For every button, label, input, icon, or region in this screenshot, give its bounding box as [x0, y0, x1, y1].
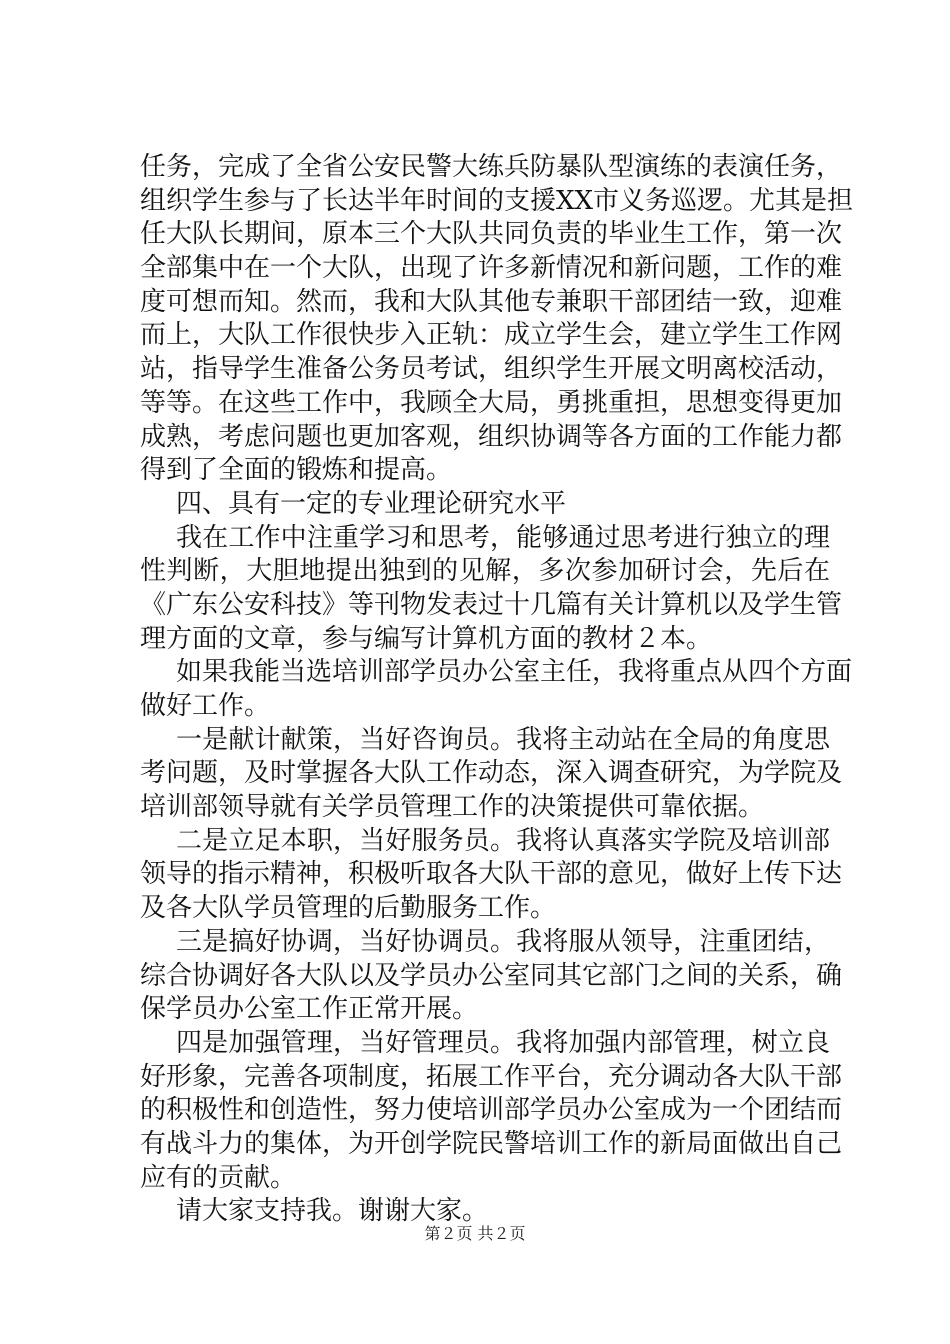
text-line: 应有的贡献。 — [140, 1162, 297, 1193]
text-line: 二是立足本职，当好服务员。我将认真落实学院及培训部 — [176, 825, 830, 856]
text-line: 全部集中在一个大队，出现了许多新情况和新问题，工作的难 — [140, 253, 843, 284]
text-line: 培训部领导就有关学员管理工作的决策提供可靠依据。 — [140, 792, 765, 823]
text-line: 得到了全面的锻炼和提高。 — [140, 455, 453, 486]
text-line: 的积极性和创造性，努力使培训部学员办公室成为一个团结而 — [140, 1095, 843, 1126]
text-line: 性判断，大胆地提出独到的见解，多次参加研讨会，先后在 — [140, 556, 830, 587]
text-line: 及各大队学员管理的后勤服务工作。 — [140, 893, 557, 924]
text-line: 做好工作。 — [140, 691, 271, 721]
text-line: 保学员办公室工作正常开展。 — [140, 994, 479, 1025]
text-line: 组织学生参与了长达半年时间的支援XX市义务巡逻。尤其是担 — [140, 185, 854, 216]
text-line: 任务，完成了全省公安民警大练兵防暴队型演练的表演任务， — [140, 152, 843, 182]
text-line: 综合协调好各大队以及学员办公室同其它部门之间的关系，确 — [140, 960, 843, 991]
text-line: 一是献计献策，当好咨询员。我将主动站在全局的角度思 — [176, 724, 830, 755]
text-line: 度可想而知。然而，我和大队其他专兼职干部团结一致，迎难 — [140, 286, 843, 317]
page-number-footer: 第２页 共２页 — [424, 1224, 526, 1243]
text-line: 考问题，及时掌握各大队工作动态，深入调查研究，为学院及 — [140, 758, 843, 789]
document-body — [140, 151, 854, 1229]
text-line: 领导的指示精神，积极听取各大队干部的意见，做好上传下达 — [140, 859, 843, 890]
text-line: 好形象，完善各项制度，拓展工作平台，充分调动各大队干部 — [140, 1061, 843, 1092]
text-line: 任大队长期间，原本三个大队共同负责的毕业生工作，第一次 — [140, 219, 843, 250]
text-line: 成熟，考虑问题也更加客观，组织协调等各方面的工作能力都 — [140, 421, 843, 452]
closing-line: 请大家支持我。谢谢大家。 — [176, 1196, 489, 1227]
text-line: 而上，大队工作很快步入正轨：成立学生会，建立学生工作网 — [140, 320, 843, 351]
text-line: 站，指导学生准备公务员考试，组织学生开展文明离校活动， — [140, 354, 843, 385]
text-line: 等等。在这些工作中，我顾全大局，勇挑重担，思想变得更加 — [140, 387, 843, 418]
text-line: 有战斗力的集体，为开创学院民警培训工作的新局面做出自己 — [140, 1128, 843, 1159]
text-line: 理方面的文章，参与编写计算机方面的教材２本。 — [140, 623, 713, 654]
text-line: 《广东公安科技》等刊物发表过十几篇有关计算机以及学生管 — [140, 589, 843, 620]
text-line: 四是加强管理，当好管理员。我将加强内部管理，树立良 — [176, 1027, 830, 1058]
section-heading: 四、具有一定的专业理论研究水平 — [176, 488, 567, 519]
text-line: 我在工作中注重学习和思考，能够通过思考进行独立的理 — [176, 522, 830, 553]
text-line: 如果我能当选培训部学员办公室主任，我将重点从四个方面 — [176, 657, 853, 688]
text-line: 三是搞好协调，当好协调员。我将服从领导，注重团结， — [176, 926, 830, 957]
